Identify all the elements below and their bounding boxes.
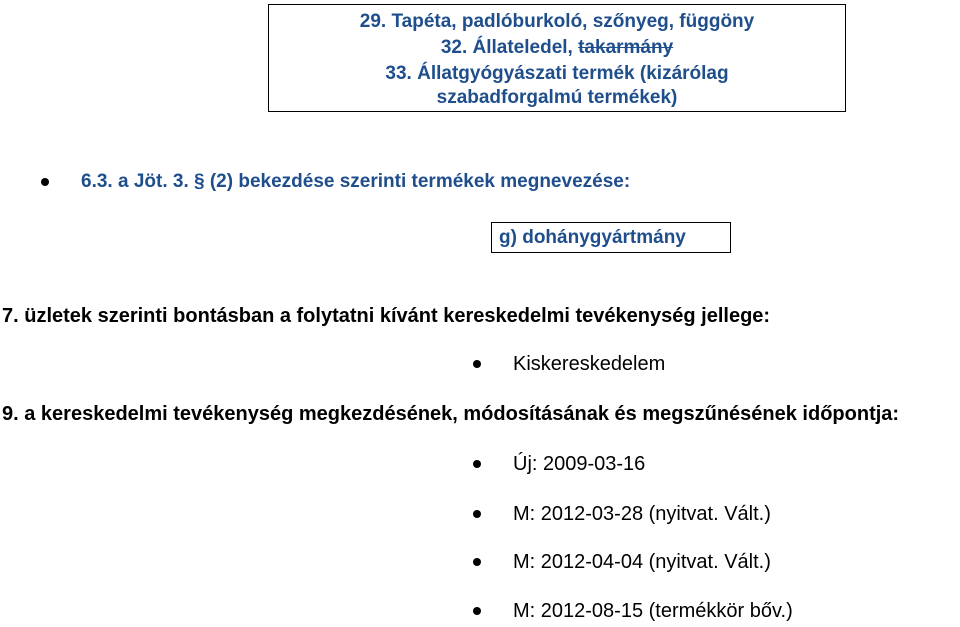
section-7-item-kiskereskedelem: Kiskereskedelem — [513, 353, 666, 375]
bullet-6-3 — [41, 178, 49, 186]
section-6-3-heading: 6.3. a Jöt. 3. § (2) bekezdése szerinti termékek megnevezése: — [81, 171, 631, 192]
bullet-date-3 — [473, 558, 481, 566]
section-6-3-item: g) dohánygyártmány — [499, 227, 686, 248]
category-32 — [269, 36, 845, 60]
section-9-heading: 9. a kereskedelmi tevékenység megkezdésének, módosításának és megszűnésének időpontja: — [2, 403, 900, 425]
bullet-date-4 — [473, 607, 481, 615]
bullet-date-2 — [473, 510, 481, 518]
bullet-kiskereskedelem — [473, 360, 481, 368]
product-category-box — [268, 4, 846, 112]
date-entry-uj: Új: 2009-03-16 — [513, 453, 646, 475]
bullet-date-1 — [473, 460, 481, 468]
date-entry-m2: M: 2012-04-04 (nyitvat. Vált.) — [513, 551, 771, 573]
category-29: 29. Tapéta, padlóburkoló, szőnyeg, függöny — [359, 11, 755, 32]
category-32-label: 32. Állateledel, — [440, 37, 579, 58]
category-32-struck: takarmány — [578, 37, 674, 58]
date-entry-m1: M: 2012-03-28 (nyitvat. Vált.) — [513, 503, 771, 525]
category-33-continued: szabadforgalmú termékek) — [436, 87, 678, 108]
section-7-heading: 7. üzletek szerinti bontásban a folytatni kívánt kereskedelmi tevékenység jellege: — [2, 305, 771, 327]
category-33: 33. Állatgyógyászati termék (kizárólag — [385, 63, 729, 84]
date-entry-m3: M: 2012-08-15 (termékkör bőv.) — [513, 600, 793, 622]
